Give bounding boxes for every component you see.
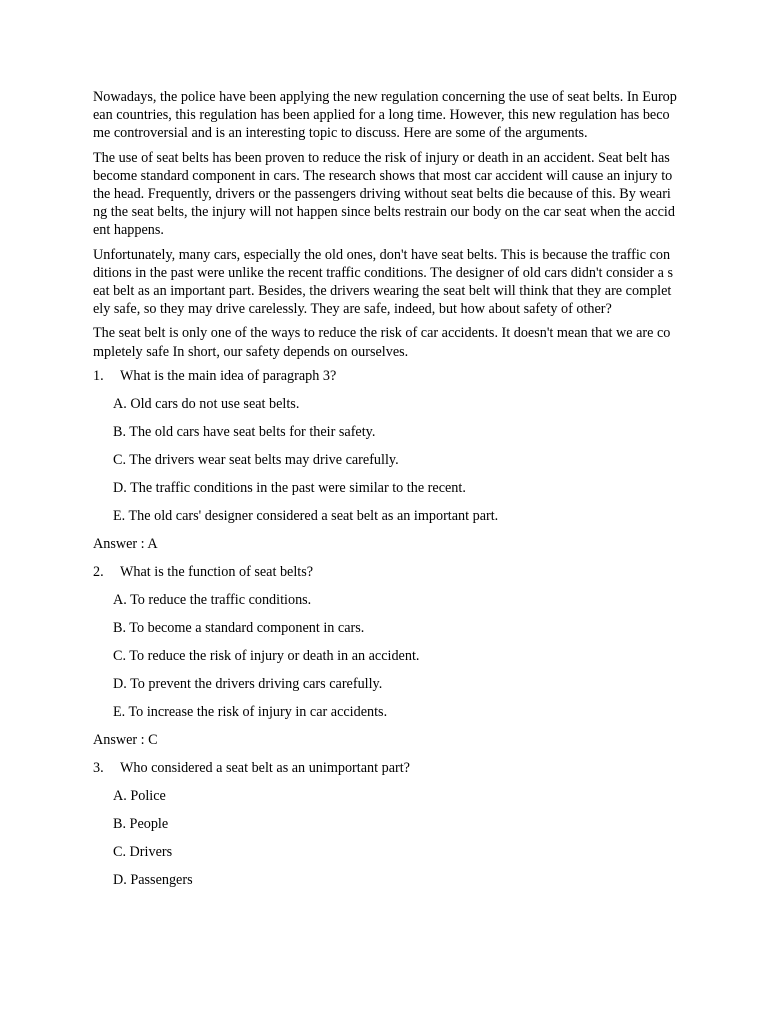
paragraph-1: Nowadays, the police have been applying the new regulation concerning the use of seat belts. In European countries, this regulation has been applied for a long time. However, this new regulation has become controversial and is an interesting topic to discuss. Here are some of the arguments. <box>93 89 677 142</box>
paragraph-3: Unfortunately, many cars, especially the old ones, don't have seat belts. This is because the traffic conditions in the past were unlike the recent traffic conditions. The designer of old cars didn't consider a seat belt as an important part. Besides, the drivers wearing the seat belt will think that they are completely safe, so they may drive carelessly. They are safe, indeed, but how about safety of other? <box>93 246 674 318</box>
option-b: B. To become a standard component in cars. <box>113 619 365 636</box>
option-c: C. The drivers wear seat belts may drive carefully. <box>113 451 399 468</box>
question-block-3 <box>93 759 677 889</box>
answer-line: Answer : C <box>93 731 158 748</box>
option-c: C. To reduce the risk of injury or death in an accident. <box>113 647 420 664</box>
document-content <box>93 88 677 899</box>
option-b: B. People <box>113 815 169 832</box>
option-d: D. Passengers <box>113 871 193 888</box>
option-d: D. The traffic conditions in the past were similar to the recent. <box>113 479 466 496</box>
question-1 <box>93 367 677 385</box>
option-a: A. Police <box>113 787 166 804</box>
paragraph-2: The use of seat belts has been proven to reduce the risk of injury or death in an accident. Seat belt has become standard component in cars. The research shows that most car accident will cause an injury to the head. Frequently, drivers or the passengers driving without seat belts die because of this. By wearing the seat belts, the injury will not happen since belts restrain our body on the car seat when the accident happens. <box>93 149 675 239</box>
options-list <box>93 591 677 721</box>
option-c: C. Drivers <box>113 843 173 860</box>
question-text: Who considered a seat belt as an unimportant part? <box>120 759 410 776</box>
question-text: What is the main idea of paragraph 3? <box>120 367 337 384</box>
question-block-2 <box>93 563 677 749</box>
option-e: E. The old cars' designer considered a seat belt as an important part. <box>113 507 499 524</box>
question-text: What is the function of seat belts? <box>120 563 314 580</box>
question-number: 2. <box>93 563 104 580</box>
options-list <box>93 395 677 525</box>
question-number: 3. <box>93 759 104 776</box>
question-3 <box>93 759 677 777</box>
option-d: D. To prevent the drivers driving cars carefully. <box>113 675 383 692</box>
option-a: A. To reduce the traffic conditions. <box>113 591 312 608</box>
paragraph-4: The seat belt is only one of the ways to reduce the risk of car accidents. It doesn't mean that we are completely safe In short, our safety depends on ourselves. <box>93 325 671 360</box>
option-a: A. Old cars do not use seat belts. <box>113 395 300 412</box>
question-number: 1. <box>93 367 104 384</box>
options-list <box>93 787 677 889</box>
question-2 <box>93 563 677 581</box>
option-b: B. The old cars have seat belts for their safety. <box>113 423 376 440</box>
answer-line: Answer : A <box>93 535 158 552</box>
option-e: E. To increase the risk of injury in car accidents. <box>113 703 388 720</box>
question-block-1 <box>93 367 677 553</box>
